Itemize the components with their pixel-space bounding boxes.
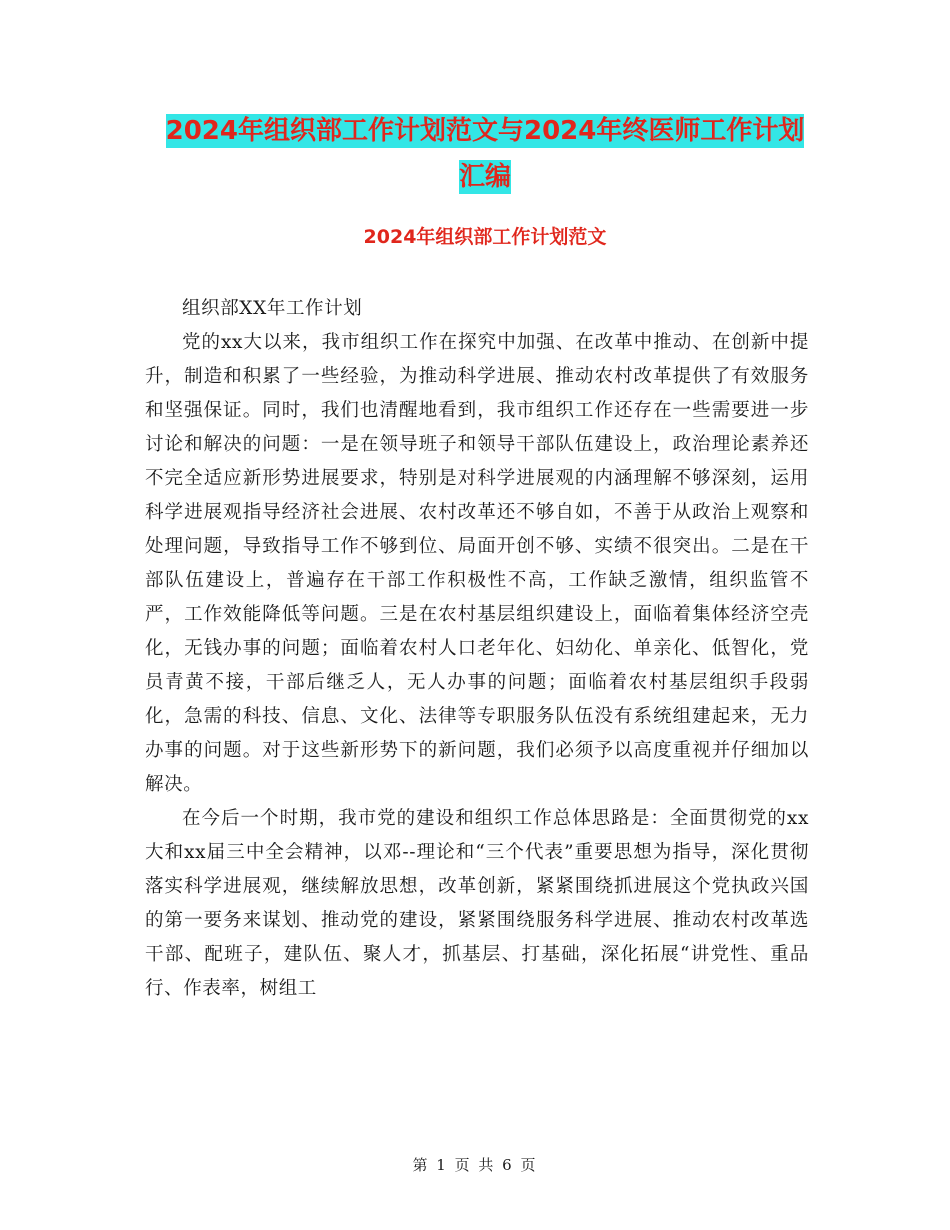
paragraph: 在今后一个时期，我市党的建设和组织工作总体思路是：全面贯彻党的xx大和xx届三中全会精神，以邓--理论和“三个代表”重要思想为指导，深化贯彻落实科学进展观，继续解放思想，改革创新，紧紧围绕抓进展这个党执政兴国的第一要务来谋划、推动党的建设，紧紧围绕服务科学进展、推动农村改革选干部、配班子，建队伍、聚人才，抓基层、打基础，深化拓展“讲党性、重品行、作表率，树组工 bbox=[145, 808, 809, 999]
page-footer: 第 1 页 共 6 页 bbox=[412, 1156, 538, 1174]
document-title-line2: 汇编 bbox=[458, 162, 511, 192]
paragraph-heading: 组织部XX年工作计划 bbox=[182, 298, 363, 319]
section-title: 2024年组织部工作计划范文 bbox=[363, 226, 607, 248]
document-title bbox=[140, 108, 830, 200]
document-body bbox=[145, 292, 809, 1006]
paragraph: 党的xx大以来，我市组织工作在探究中加强、在改革中推动、在创新中提升，制造和积累了一些经验，为推动科学进展、推动农村改革提供了有效服务和坚强保证。同时，我们也清醒地看到，我市组织工作还存在一些需要进一步讨论和解决的问题：一是在领导班子和领导干部队伍建设上，政治理论素养还不完全适应新形势进展要求，特别是对科学进展观的内涵理解不够深刻，运用科学进展观指导经济社会进展、农村改革还不够自如，不善于从政治上观察和处理问题，导致指导工作不够到位、局面开创不够、实绩不很突出。二是在干部队伍建设上，普遍存在干部工作积极性不高，工作缺乏激情，组织监管不严，工作效能降低等问题。三是在农村基层组织建设上，面临着集体经济空壳化，无钱办事的问题；面临着农村人口老年化、妇幼化、单亲化、低智化，党员青黄不接，干部后继乏人，无人办事的问题；面临着农村基层组织手段弱化，急需的科技、信息、文化、法律等专职服务队伍没有系统组建起来，无力办事的问题。对于这些新形势下的新问题，我们必须予以高度重视并仔细加以解决。 bbox=[145, 332, 809, 795]
document-title-line1: 2024年组织部工作计划范文与2024年终医师工作计划 bbox=[165, 116, 805, 146]
